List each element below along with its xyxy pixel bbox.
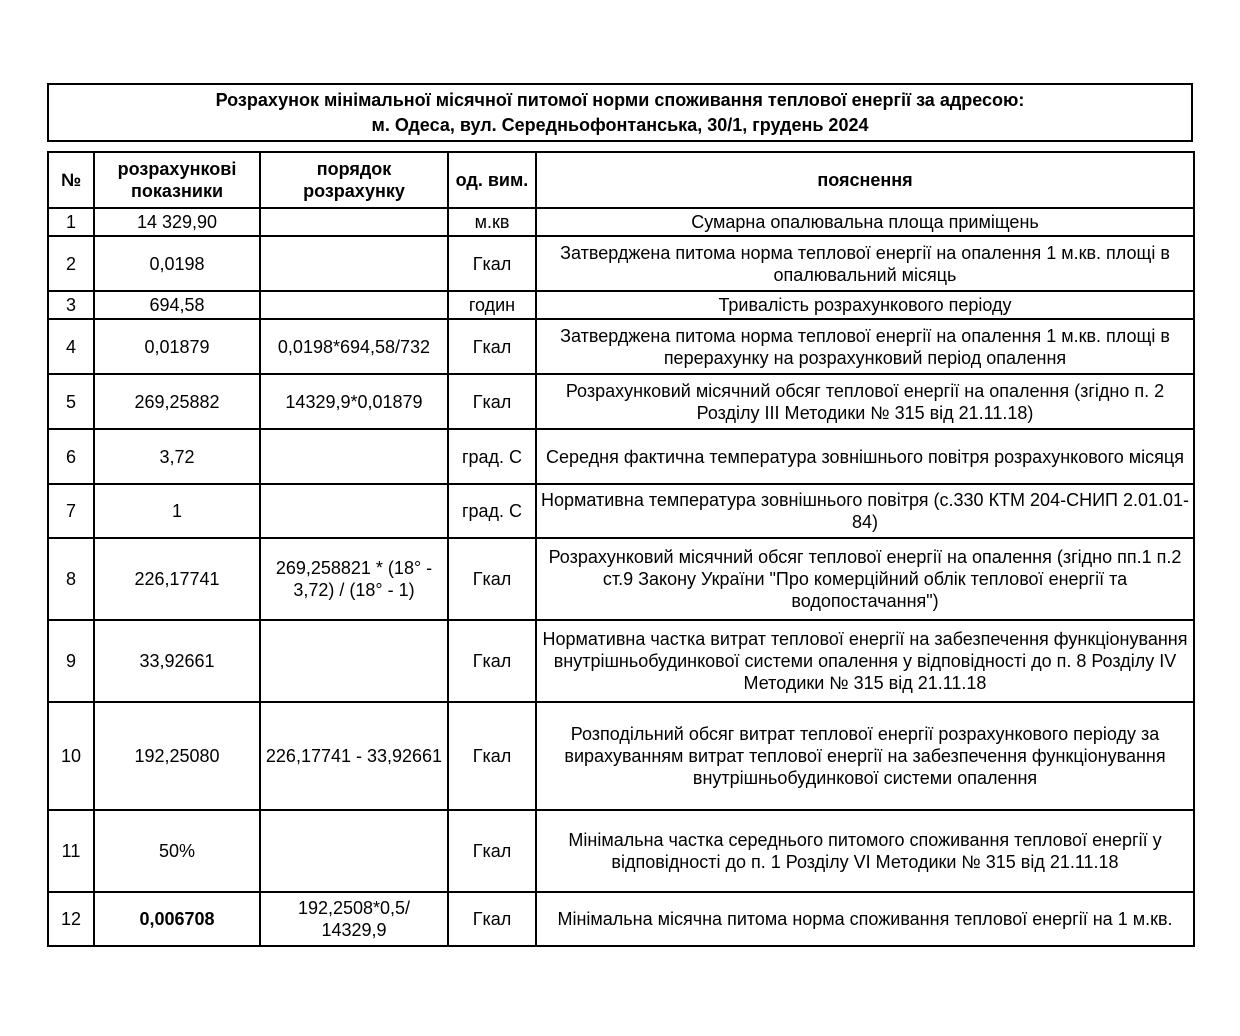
row-num: 10 xyxy=(48,702,94,810)
table-header-row xyxy=(48,152,1194,208)
row-note: Середня фактична температура зовнішнього повітря розрахункового місяця xyxy=(536,429,1194,484)
row-value: 694,58 xyxy=(94,291,260,319)
row-num: 12 xyxy=(48,892,94,946)
table-row xyxy=(48,319,1194,374)
row-formula xyxy=(260,620,448,702)
table-row xyxy=(48,702,1194,810)
row-note: Нормативна частка витрат теплової енергії на забезпечення функціонування внутрішньобудинкової системи опалення у відповідності до п. 8 Розділу IV Методики № 315 від 21.11.18 xyxy=(536,620,1194,702)
table-row xyxy=(48,538,1194,620)
row-num: 5 xyxy=(48,374,94,429)
row-note: Нормативна температура зовнішнього повітря (с.330 КТМ 204-СНИП 2.01.01-84) xyxy=(536,484,1194,538)
row-value: 50% xyxy=(94,810,260,892)
row-num: 7 xyxy=(48,484,94,538)
row-note: Мінімальна частка середнього питомого споживання теплової енергії у відповідності до п. 1 Розділу VI Методики № 315 від 21.11.18 xyxy=(536,810,1194,892)
table-row xyxy=(48,236,1194,291)
row-value: 0,01879 xyxy=(94,319,260,374)
row-value: 33,92661 xyxy=(94,620,260,702)
row-formula xyxy=(260,291,448,319)
row-note: Мінімальна місячна питома норма споживання теплової енергії на 1 м.кв. xyxy=(536,892,1194,946)
row-value: 269,25882 xyxy=(94,374,260,429)
table-row xyxy=(48,208,1194,236)
row-num: 11 xyxy=(48,810,94,892)
row-formula: 269,258821 * (18° - 3,72) / (18° - 1) xyxy=(260,538,448,620)
header-unit: од. вим. xyxy=(448,152,536,208)
table-row xyxy=(48,892,1194,946)
row-formula xyxy=(260,208,448,236)
row-note: Затверджена питома норма теплової енергії на опалення 1 м.кв. площі в перерахунку на розрахунковий період опалення xyxy=(536,319,1194,374)
row-num: 4 xyxy=(48,319,94,374)
row-unit: Гкал xyxy=(448,702,536,810)
row-value: 0,0198 xyxy=(94,236,260,291)
row-value: 14 329,90 xyxy=(94,208,260,236)
header-formula: порядок розрахунку xyxy=(260,152,448,208)
row-formula xyxy=(260,429,448,484)
row-num: 9 xyxy=(48,620,94,702)
row-value: 192,25080 xyxy=(94,702,260,810)
title-line-1: Розрахунок мінімальної місячної питомої норми споживання теплової енергії за адресою: xyxy=(215,89,1025,110)
row-num: 2 xyxy=(48,236,94,291)
table-row xyxy=(48,620,1194,702)
row-formula xyxy=(260,810,448,892)
row-note: Розподільний обсяг витрат теплової енергії розрахункового періоду за вирахуванням витрат теплової енергії на забезпечення функціонування внутрішньобудинкової системи опалення xyxy=(536,702,1194,810)
row-unit: Гкал xyxy=(448,810,536,892)
document-title xyxy=(47,83,1193,142)
title-line-2: м. Одеса, вул. Середньофонтанська, 30/1, грудень 2024 xyxy=(371,114,869,135)
table-row xyxy=(48,291,1194,319)
row-note: Сумарна опалювальна площа приміщень xyxy=(536,208,1194,236)
row-unit: град. С xyxy=(448,429,536,484)
row-unit: Гкал xyxy=(448,620,536,702)
row-unit: Гкал xyxy=(448,236,536,291)
row-value: 226,17741 xyxy=(94,538,260,620)
table-row xyxy=(48,810,1194,892)
header-value: розрахункові показники xyxy=(94,152,260,208)
row-formula xyxy=(260,236,448,291)
row-value: 1 xyxy=(94,484,260,538)
row-unit: Гкал xyxy=(448,319,536,374)
row-unit: Гкал xyxy=(448,892,536,946)
header-note: пояснення xyxy=(536,152,1194,208)
table-row xyxy=(48,374,1194,429)
row-unit: град. С xyxy=(448,484,536,538)
table-row xyxy=(48,484,1194,538)
row-value-result: 0,006708 xyxy=(94,892,260,946)
row-formula: 0,0198*694,58/732 xyxy=(260,319,448,374)
row-note: Затверджена питома норма теплової енергії на опалення 1 м.кв. площі в опалювальний місяць xyxy=(536,236,1194,291)
row-num: 1 xyxy=(48,208,94,236)
row-num: 6 xyxy=(48,429,94,484)
row-note: Розрахунковий місячний обсяг теплової енергії на опалення (згідно пп.1 п.2 ст.9 Закону України "Про комерційний облік теплової енергії та водопостачання") xyxy=(536,538,1194,620)
calculation-table xyxy=(47,151,1195,947)
row-formula xyxy=(260,484,448,538)
row-formula: 14329,9*0,01879 xyxy=(260,374,448,429)
row-num: 8 xyxy=(48,538,94,620)
row-unit: Гкал xyxy=(448,374,536,429)
row-formula: 192,2508*0,5/ 14329,9 xyxy=(260,892,448,946)
row-num: 3 xyxy=(48,291,94,319)
row-formula: 226,17741 - 33,92661 xyxy=(260,702,448,810)
row-unit: годин xyxy=(448,291,536,319)
row-value: 3,72 xyxy=(94,429,260,484)
row-unit: Гкал xyxy=(448,538,536,620)
row-unit: м.кв xyxy=(448,208,536,236)
table-row xyxy=(48,429,1194,484)
header-num: № xyxy=(48,152,94,208)
row-note: Тривалість розрахункового періоду xyxy=(536,291,1194,319)
row-note: Розрахунковий місячний обсяг теплової енергії на опалення (згідно п. 2 Розділу ІІІ Методики № 315 від 21.11.18) xyxy=(536,374,1194,429)
